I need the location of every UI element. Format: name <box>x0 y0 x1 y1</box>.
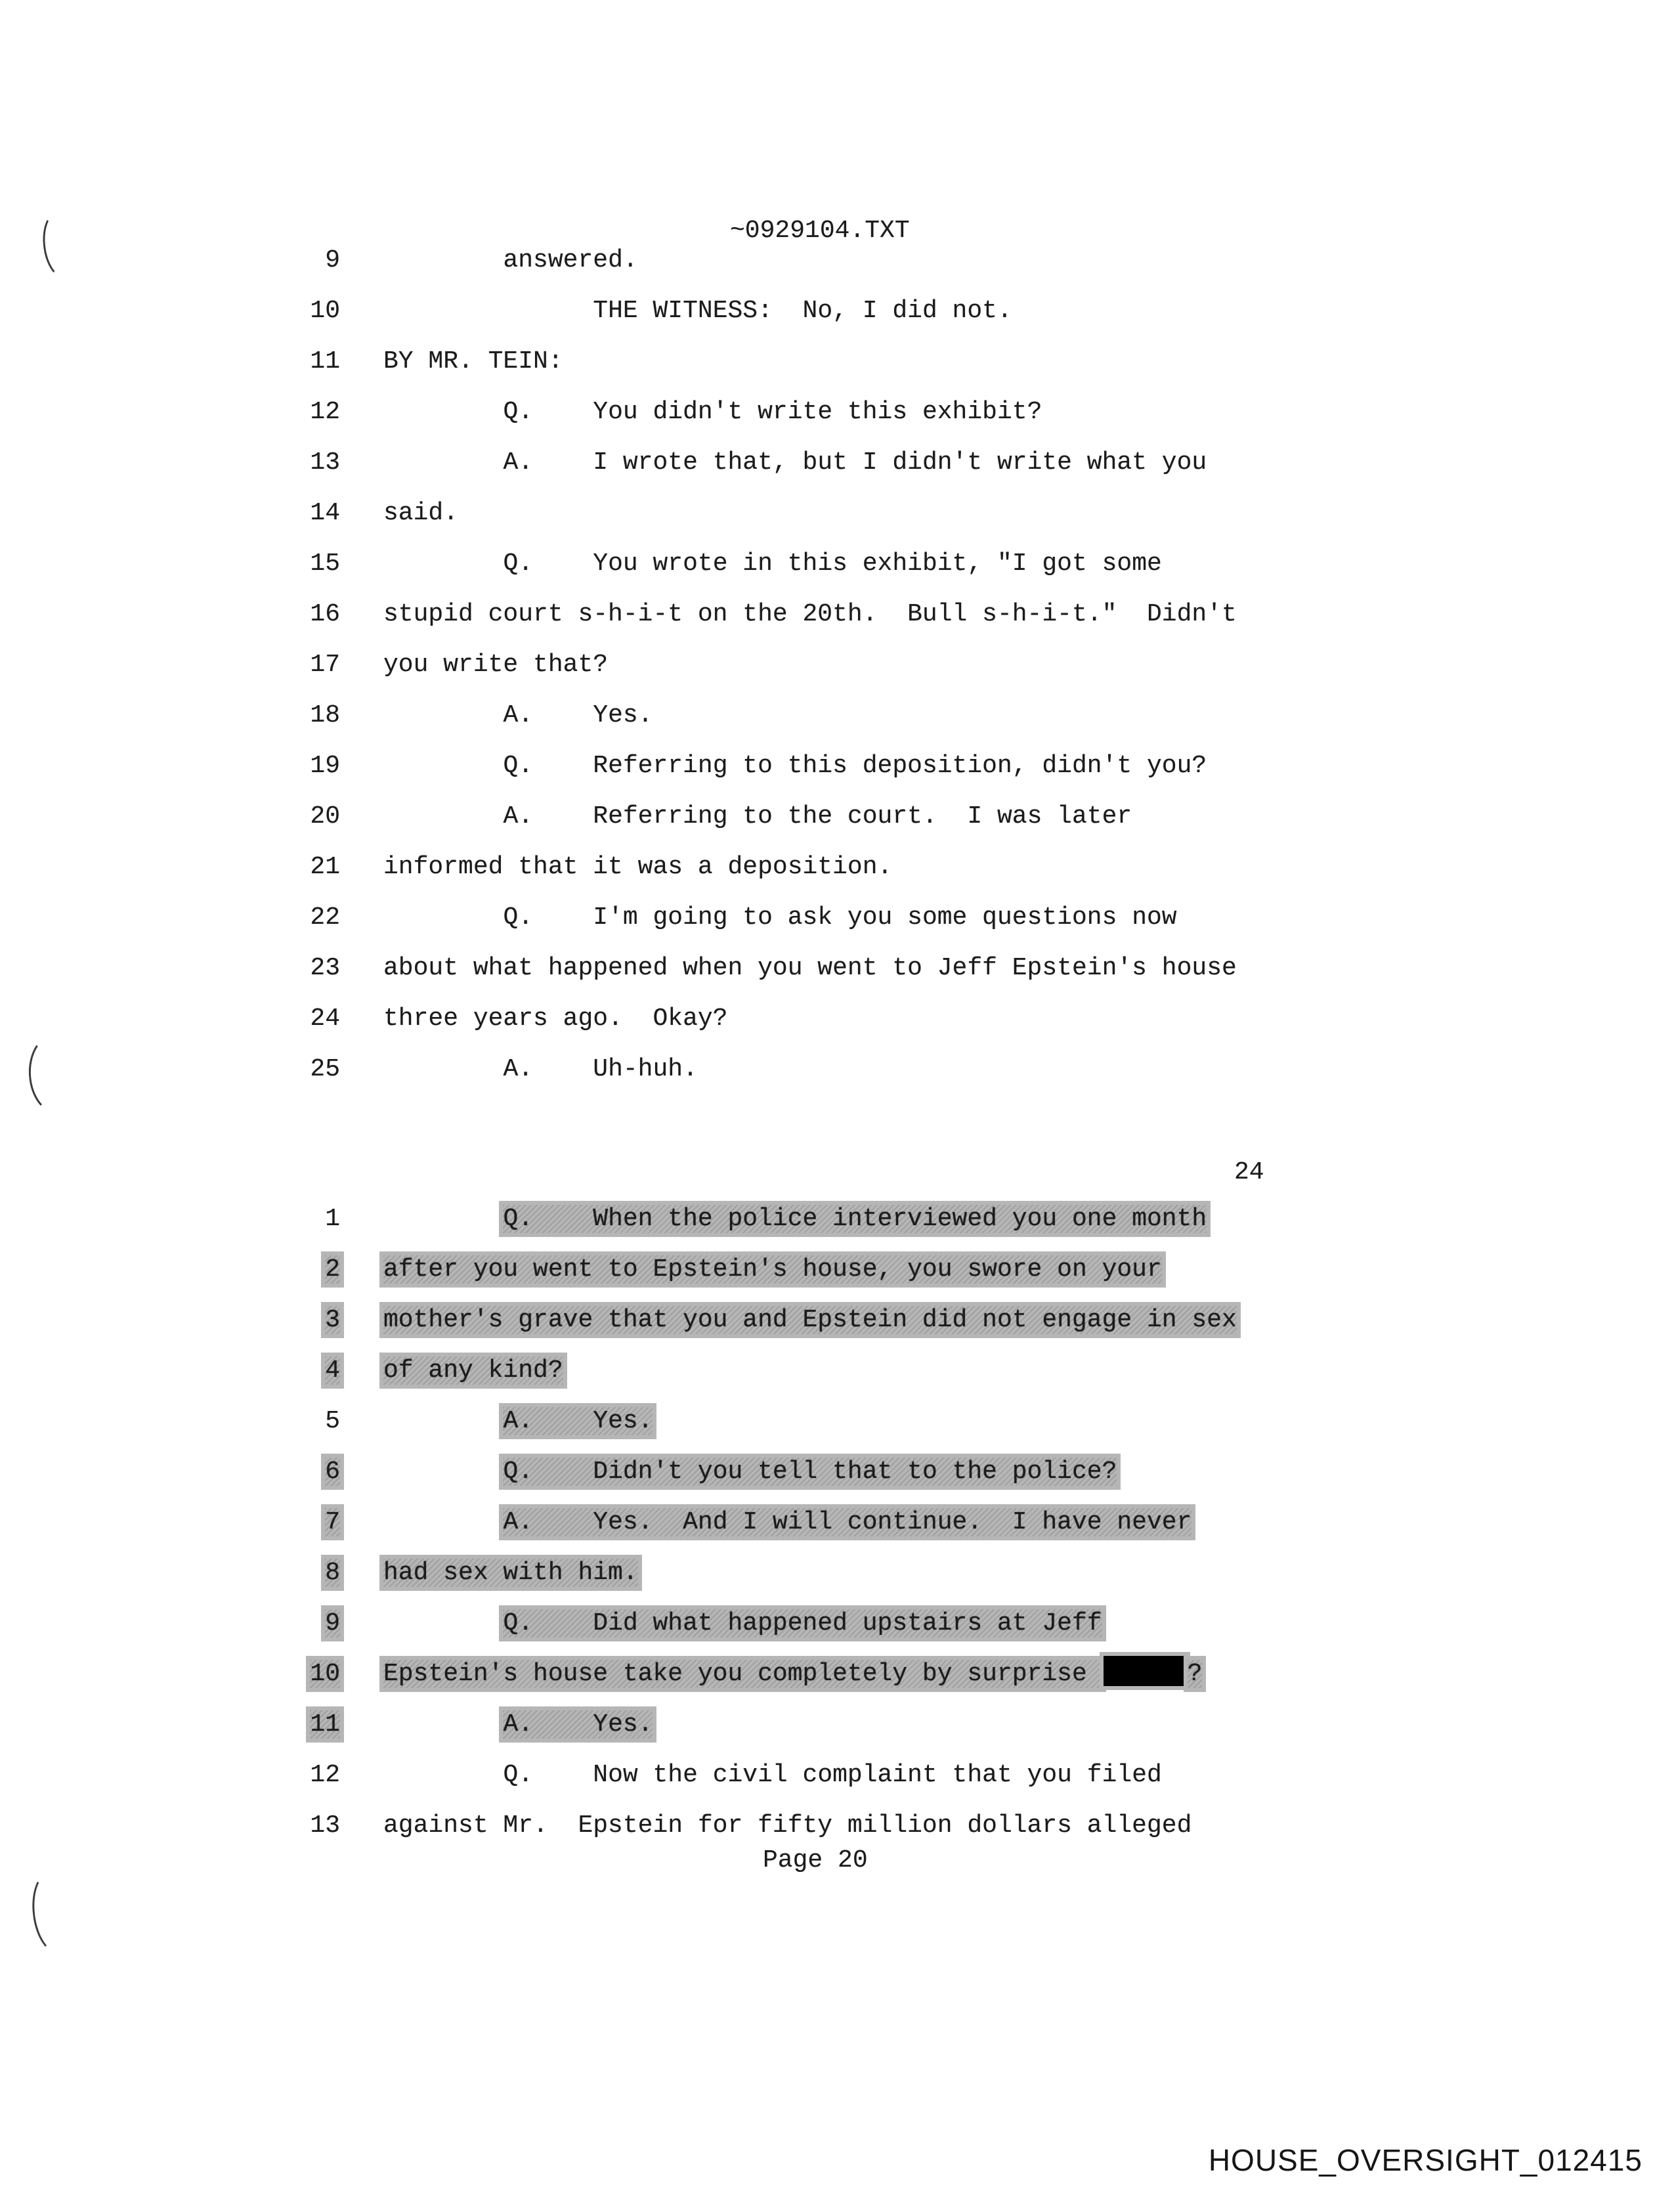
line-text: you write that? <box>383 651 609 679</box>
transcript-line <box>0 892 1674 943</box>
line-text: had sex with him. <box>383 1559 638 1587</box>
line-text: against Mr. Epstein for fifty million dollars alleged <box>383 1811 1192 1840</box>
line-number: 3 <box>325 1306 340 1334</box>
line-text: said. <box>383 499 459 527</box>
line-text: about what happened when you went to Jeff Epstein's house <box>383 954 1237 982</box>
transcript-line <box>0 286 1674 336</box>
transcript-line <box>0 538 1674 589</box>
line-number: 24 <box>310 1005 340 1033</box>
transcript-line <box>0 842 1674 892</box>
transcript-line <box>0 993 1674 1044</box>
line-number: 10 <box>310 297 340 325</box>
scan-curl-mark-bottom <box>28 1869 81 1956</box>
transcript-line <box>0 1194 1674 1244</box>
transcript-line <box>0 1699 1674 1750</box>
line-text: Epstein's house take you completely by surprise ? <box>383 1649 1202 1699</box>
line-text: Q. You wrote in this exhibit, "I got some <box>503 550 1162 578</box>
line-text: after you went to Epstein's house, you swore on your <box>383 1255 1162 1284</box>
line-number: 25 <box>310 1055 340 1083</box>
transcript-line <box>0 1396 1674 1446</box>
transcript-line <box>0 336 1674 387</box>
transcript-line <box>0 589 1674 640</box>
line-text: answered. <box>503 246 638 274</box>
transcript-line <box>0 1548 1674 1598</box>
transcript-line <box>0 690 1674 741</box>
bates-stamp: HOUSE_OVERSIGHT_012415 <box>1208 2143 1642 2177</box>
line-number: 9 <box>325 1609 340 1637</box>
line-number: 13 <box>310 1811 340 1840</box>
line-number: 7 <box>325 1508 340 1536</box>
line-number: 18 <box>310 701 340 729</box>
transcript-section-1 <box>0 235 1674 1095</box>
line-number: 15 <box>310 550 340 578</box>
line-text: of any kind? <box>383 1356 563 1385</box>
line-text: Q. You didn't write this exhibit? <box>503 398 1042 426</box>
line-text: A. Yes. And I will continue. I have never <box>503 1508 1192 1536</box>
line-text: Q. When the police interviewed you one month <box>503 1205 1207 1233</box>
line-number: 1 <box>325 1205 340 1233</box>
line-text: three years ago. Okay? <box>383 1005 728 1033</box>
line-text: BY MR. TEIN: <box>383 347 563 376</box>
line-number: 10 <box>310 1660 340 1688</box>
line-number: 8 <box>325 1559 340 1587</box>
line-text: informed that it was a deposition. <box>383 853 893 881</box>
transcript-line <box>0 1446 1674 1497</box>
transcript-line <box>0 1244 1674 1295</box>
line-number: 6 <box>325 1458 340 1486</box>
line-number: 20 <box>310 802 340 831</box>
transcript-line <box>0 1649 1674 1699</box>
page-footer: Page 20 <box>763 1846 868 1875</box>
line-number: 13 <box>310 448 340 477</box>
transcript-line <box>0 791 1674 842</box>
line-number: 22 <box>310 903 340 932</box>
transcript-line <box>0 1295 1674 1345</box>
line-text: Q. Didn't you tell that to the police? <box>503 1458 1117 1486</box>
line-text: stupid court s-h-i-t on the 20th. Bull s-h-i-t." Didn't <box>383 600 1237 628</box>
document-filename: ~0929104.TXT <box>730 217 910 245</box>
line-text: A. Yes. <box>503 701 653 729</box>
transcript-line <box>0 1800 1674 1851</box>
line-text: Q. Now the civil complaint that you filed <box>503 1761 1162 1789</box>
line-number: 11 <box>310 347 340 376</box>
line-number: 5 <box>325 1407 340 1435</box>
transcript-line <box>0 943 1674 993</box>
transcript-line <box>0 1044 1674 1095</box>
line-number: 16 <box>310 600 340 628</box>
redaction-box <box>1104 1656 1186 1686</box>
line-text: A. Uh-huh. <box>503 1055 698 1083</box>
transcript-page-number: 24 <box>1234 1158 1264 1186</box>
line-number: 19 <box>310 752 340 780</box>
transcript-line <box>0 741 1674 791</box>
line-number: 11 <box>310 1710 340 1739</box>
line-number: 2 <box>325 1255 340 1284</box>
line-number: 12 <box>310 398 340 426</box>
transcript-section-2 <box>0 1194 1674 1851</box>
transcript-line <box>0 1345 1674 1396</box>
line-number: 17 <box>310 651 340 679</box>
line-number: 21 <box>310 853 340 881</box>
line-number: 4 <box>325 1356 340 1385</box>
transcript-line <box>0 488 1674 538</box>
transcript-line <box>0 387 1674 437</box>
line-number: 14 <box>310 499 340 527</box>
line-number: 9 <box>325 246 340 274</box>
line-text: Q. Did what happened upstairs at Jeff <box>503 1609 1102 1637</box>
transcript-line <box>0 1750 1674 1800</box>
line-number: 12 <box>310 1761 340 1789</box>
line-text: A. Yes. <box>503 1710 653 1739</box>
transcript-line <box>0 1497 1674 1548</box>
transcript-line <box>0 437 1674 488</box>
line-text: A. Referring to the court. I was later <box>503 802 1132 831</box>
line-number: 23 <box>310 954 340 982</box>
transcript-line <box>0 235 1674 286</box>
line-text: Q. Referring to this deposition, didn't you? <box>503 752 1207 780</box>
line-text: mother's grave that you and Epstein did not engage in sex <box>383 1306 1237 1334</box>
transcript-line <box>0 640 1674 690</box>
line-text: A. I wrote that, but I didn't write what you <box>503 448 1207 477</box>
transcript-line <box>0 1598 1674 1649</box>
line-text: A. Yes. <box>503 1407 653 1435</box>
line-text: Q. I'm going to ask you some questions now <box>503 903 1177 932</box>
line-text: THE WITNESS: No, I did not. <box>593 297 1012 325</box>
